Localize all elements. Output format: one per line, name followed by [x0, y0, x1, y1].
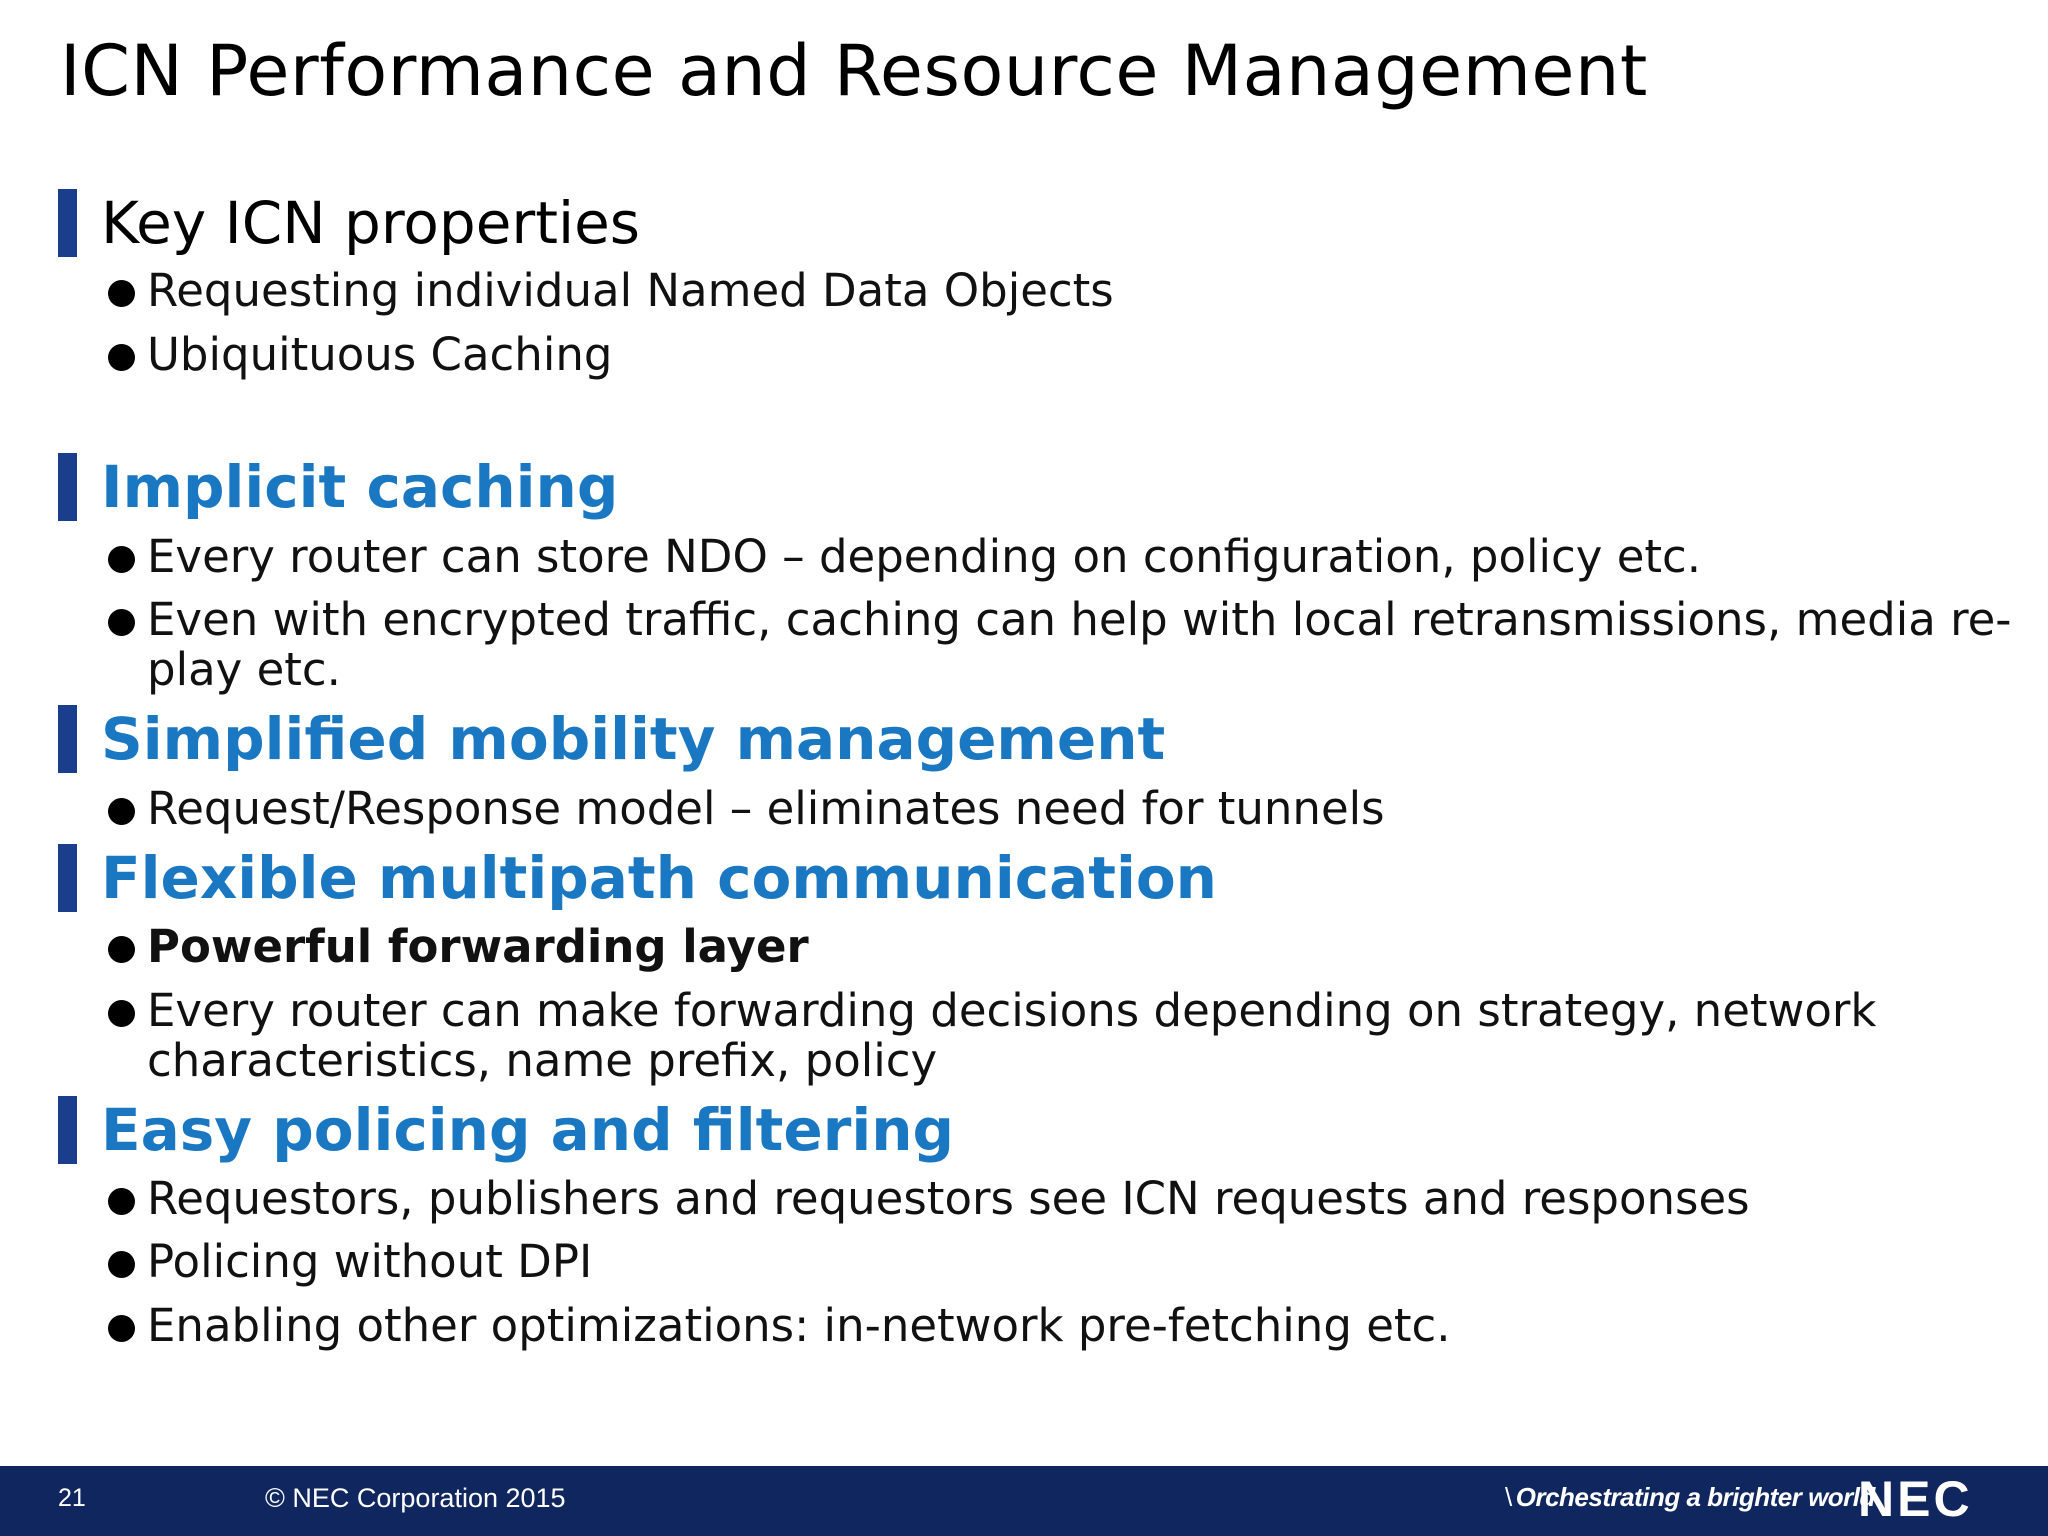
section-heading-key-icn-properties	[58, 188, 640, 258]
bullet-dot-icon	[108, 280, 135, 307]
bullet-dot-icon	[108, 1315, 135, 1342]
bullet-item	[108, 595, 2038, 695]
slide-title: ICN Performance and Resource Management	[60, 30, 1648, 112]
bullet-item	[108, 922, 2038, 972]
tagline-slash-icon: \	[1505, 1482, 1512, 1512]
bullet-text: Enabling other optimizations: in-network pre-fetching etc.	[147, 1299, 1451, 1352]
bullet-item	[108, 532, 2038, 582]
section-heading-easy-policing-and-filtering	[58, 1095, 954, 1165]
bullet-dot-icon	[108, 1000, 135, 1027]
section-heading-simplified-mobility-management	[58, 704, 1165, 774]
footer-bar	[0, 1466, 2048, 1536]
bullet-item	[108, 986, 2038, 1086]
heading-bar	[58, 453, 77, 521]
section-heading-text: Easy policing and filtering	[101, 1096, 955, 1164]
bullet-text: Policing without DPI	[147, 1235, 593, 1288]
section-heading-implicit-caching	[58, 452, 618, 522]
bullet-item	[108, 266, 2038, 316]
bullet-dot-icon	[108, 1251, 135, 1278]
tagline	[1505, 1482, 1875, 1513]
section-heading-text: Simplified mobility management	[101, 705, 1166, 773]
nec-logo: NEC	[1858, 1471, 1973, 1527]
bullet-item	[108, 1237, 2038, 1287]
bullet-text: Every router can make forwarding decisions depending on strategy, network characteristics, name prefix, policy	[147, 984, 1877, 1087]
bullet-text: Every router can store NDO – depending on configuration, policy etc.	[147, 530, 1702, 583]
copyright-text: © NEC Corporation 2015	[265, 1483, 566, 1513]
heading-bar	[58, 705, 77, 773]
page-number: 21	[58, 1484, 86, 1512]
bullet-text: Requesting individual Named Data Objects	[147, 264, 1114, 317]
heading-bar	[58, 844, 77, 912]
bullet-dot-icon	[108, 609, 135, 636]
bullet-dot-icon	[108, 1188, 135, 1215]
bullet-item	[108, 330, 2038, 380]
bullet-dot-icon	[108, 546, 135, 573]
bullet-text: Request/Response model – eliminates need for tunnels	[147, 782, 1385, 835]
bullet-dot-icon	[108, 936, 135, 963]
bullet-item	[108, 784, 2038, 834]
bullet-dot-icon	[108, 798, 135, 825]
heading-bar	[58, 1096, 77, 1164]
section-heading-text: Flexible multipath communication	[101, 844, 1217, 912]
bullet-text: Powerful forwarding layer	[147, 920, 809, 973]
section-heading-flexible-multipath-communication	[58, 843, 1217, 913]
bullet-text: Ubiquituous Caching	[147, 328, 613, 381]
bullet-text: Even with encrypted traffic, caching can help with local retransmissions, media re-play etc.	[147, 593, 2012, 696]
bullet-item	[108, 1174, 2038, 1224]
section-heading-text: Key ICN properties	[101, 189, 640, 257]
section-heading-text: Implicit caching	[101, 453, 619, 521]
tagline-text: Orchestrating a brighter world	[1515, 1482, 1875, 1512]
heading-bar	[58, 189, 77, 257]
bullet-item	[108, 1301, 2038, 1351]
bullet-dot-icon	[108, 344, 135, 371]
bullet-text: Requestors, publishers and requestors see ICN requests and responses	[147, 1172, 1750, 1225]
